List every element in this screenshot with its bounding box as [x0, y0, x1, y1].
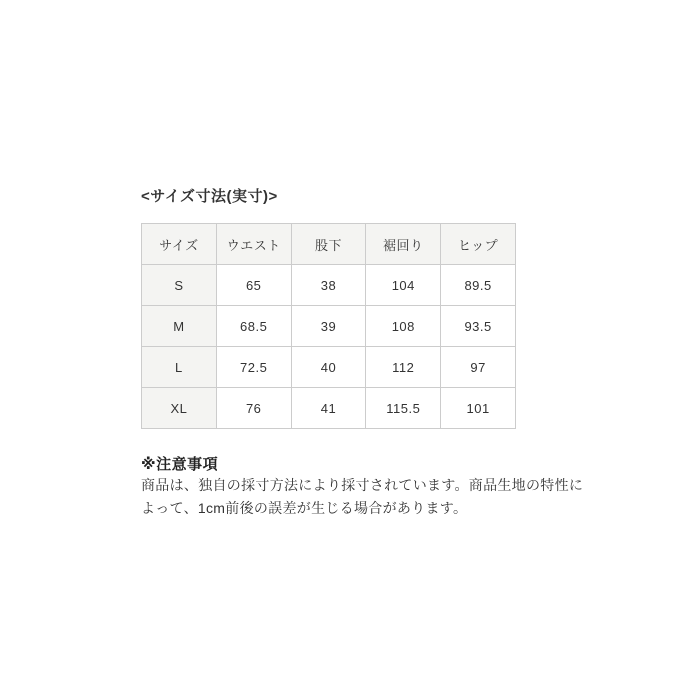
cell-hem: 108 [366, 306, 441, 347]
cell-waist: 68.5 [216, 306, 291, 347]
cell-hem: 115.5 [366, 388, 441, 429]
size-row-l [142, 347, 516, 388]
notes-section [141, 456, 584, 519]
cell-hip: 93.5 [441, 306, 516, 347]
cell-inseam: 39 [291, 306, 366, 347]
row-label-size: M [142, 306, 217, 347]
row-label-size: S [142, 265, 217, 306]
size-table [141, 223, 516, 429]
cell-waist: 76 [216, 388, 291, 429]
cell-inseam: 41 [291, 388, 366, 429]
notes-line-2: よって、1cm前後の誤差が生じる場合があります。 [141, 499, 468, 516]
notes-heading: ※注意事項 [141, 456, 219, 473]
header-cell-inseam: 股下 [291, 224, 366, 265]
header-cell-waist: ウエスト [216, 224, 291, 265]
cell-waist: 65 [216, 265, 291, 306]
cell-inseam: 40 [291, 347, 366, 388]
notes-line-1: 商品は、独自の採寸方法により採寸されています。商品生地の特性に [141, 477, 584, 493]
size-section-title: <サイズ寸法(実寸)> [141, 188, 278, 205]
size-row-xl [142, 388, 516, 429]
row-label-size: XL [142, 388, 217, 429]
cell-hip: 101 [441, 388, 516, 429]
cell-hip: 97 [441, 347, 516, 388]
header-cell-size: サイズ [142, 224, 217, 265]
size-row-m [142, 306, 516, 347]
size-row-s [142, 265, 516, 306]
size-table-header-row [142, 224, 516, 265]
cell-waist: 72.5 [216, 347, 291, 388]
cell-hem: 104 [366, 265, 441, 306]
row-label-size: L [142, 347, 217, 388]
cell-inseam: 38 [291, 265, 366, 306]
cell-hip: 89.5 [441, 265, 516, 306]
header-cell-hip: ヒップ [441, 224, 516, 265]
header-cell-hem: 裾回り [366, 224, 441, 265]
cell-hem: 112 [366, 347, 441, 388]
size-spec-section [141, 188, 584, 519]
